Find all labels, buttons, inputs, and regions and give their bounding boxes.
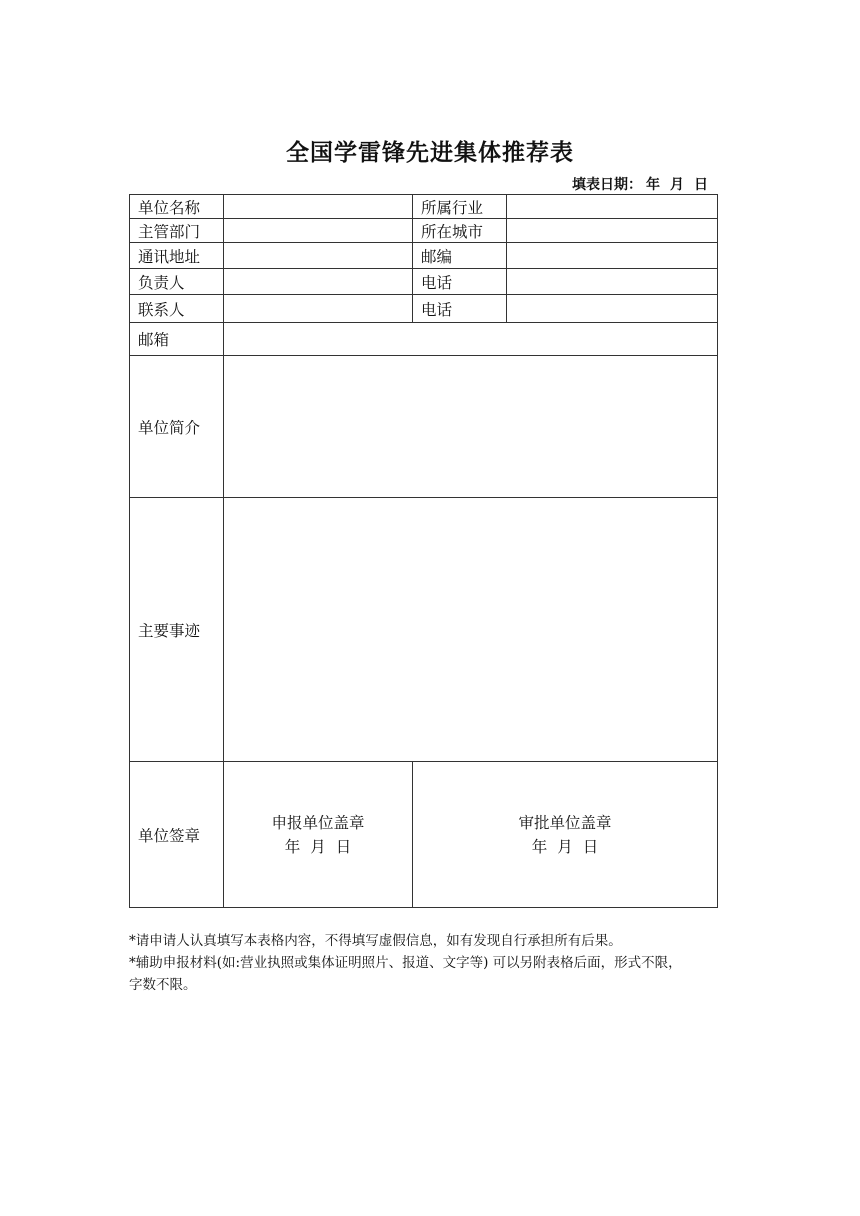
form-notes [129,930,729,996]
note-line-1: *请申请人认真填写本表格内容，不得填写虚假信息，如有发现自行承担所有后果。 [129,933,622,949]
approve-unit-seal[interactable] [413,762,717,907]
field-deeds[interactable] [224,498,718,762]
label-unit-name: 单位名称 [130,195,224,219]
seal-area [224,762,718,908]
field-industry[interactable] [507,195,718,219]
label-industry: 所属行业 [413,195,507,219]
field-city[interactable] [507,219,718,243]
field-phone-contact[interactable] [507,295,718,323]
form-title: 全国学雷锋先进集体推荐表 [286,140,574,166]
label-seal: 单位签章 [130,762,224,908]
field-intro[interactable] [224,356,718,498]
label-intro: 单位简介 [130,356,224,498]
field-phone-leader[interactable] [507,269,718,295]
fill-date-month: 月 [670,177,684,193]
fill-date-day: 日 [694,177,708,193]
fill-date [572,174,708,194]
approve-seal-label: 审批单位盖章 [518,813,612,832]
approve-seal-month: 月 [557,837,573,856]
fill-date-year: 年 [646,177,660,193]
apply-seal-label: 申报单位盖章 [271,813,365,832]
field-supervisor[interactable] [224,219,413,243]
field-email[interactable] [224,323,718,356]
apply-seal-day: 日 [335,837,352,856]
apply-unit-seal[interactable] [224,762,413,907]
note-line-2: *辅助申报材料(如:营业执照或集体证明照片、报道、文字等) 可以另附表格后面，形式不限， [129,955,682,971]
field-postcode[interactable] [507,243,718,269]
note-line-3: 字数不限。 [129,977,197,993]
approve-seal-day: 日 [582,837,599,856]
approve-seal-date [527,835,604,859]
apply-seal-date [280,835,357,859]
label-email: 邮箱 [130,323,224,356]
label-address: 通讯地址 [130,243,224,269]
label-deeds: 主要事迹 [130,498,224,762]
apply-seal-month: 月 [310,837,326,856]
field-leader[interactable] [224,269,413,295]
approve-seal-year: 年 [531,837,548,856]
apply-seal-year: 年 [284,837,301,856]
field-contact[interactable] [224,295,413,323]
label-leader: 负责人 [130,269,224,295]
field-unit-name[interactable] [224,195,413,219]
label-phone-contact: 电话 [413,295,507,323]
field-address[interactable] [224,243,413,269]
label-phone-leader: 电话 [413,269,507,295]
recommendation-form-table [129,194,718,908]
label-city: 所在城市 [413,219,507,243]
label-contact: 联系人 [130,295,224,323]
label-supervisor: 主管部门 [130,219,224,243]
fill-date-label: 填表日期： [572,177,642,193]
label-postcode: 邮编 [413,243,507,269]
